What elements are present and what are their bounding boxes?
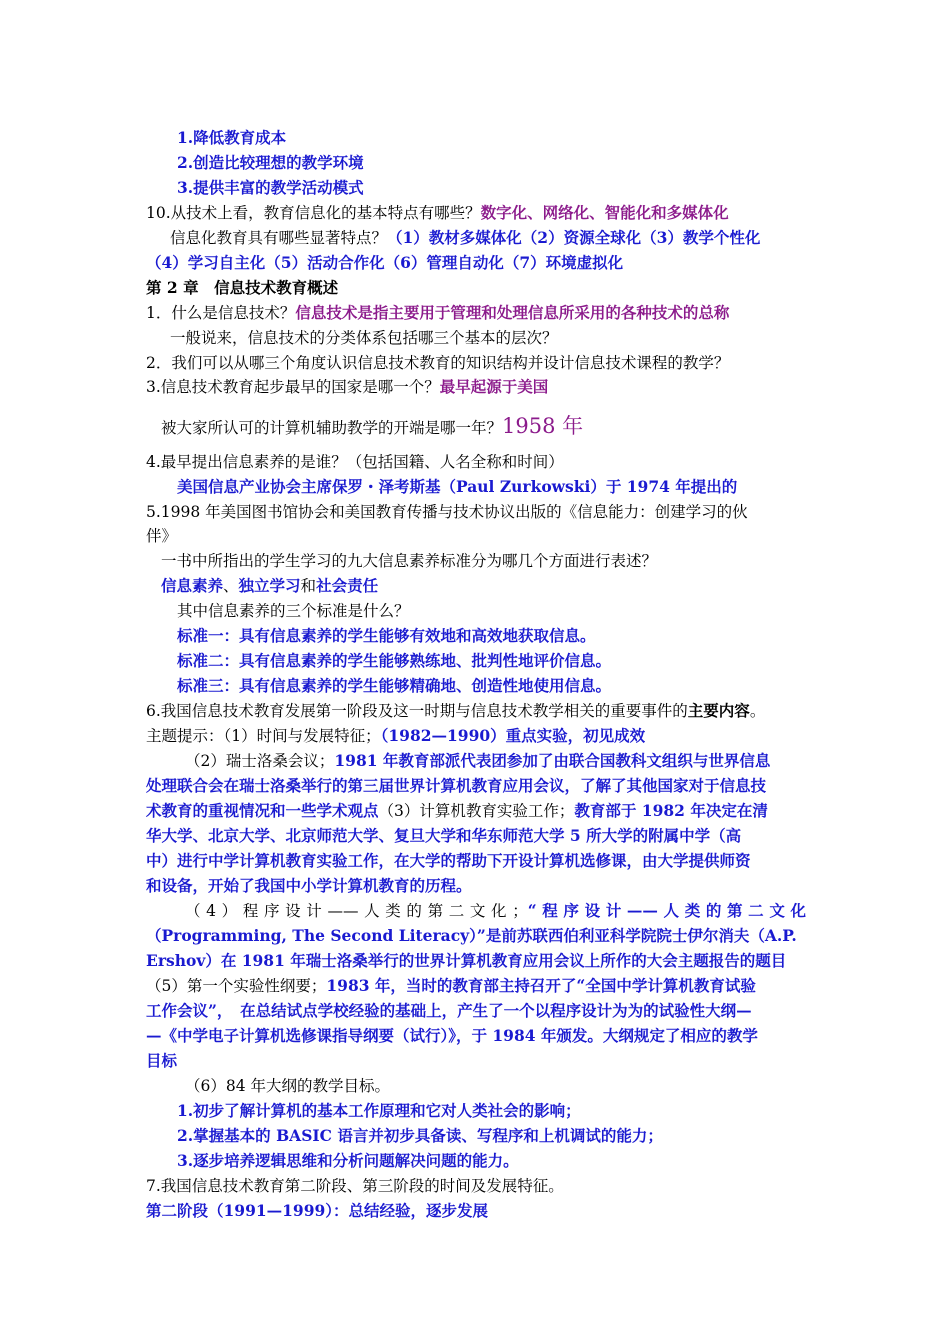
list-item: 1.降低教育成本 [177,128,287,147]
answer-line: （Programming, The Second Literacy）”是前苏联西伯利亚科学院院士伊尔消夫（A.P. [146,926,797,945]
topic-text: 主题提示：（1）时间与发展特征； [146,727,381,745]
answer-text: （1982—1990）重点实验，初见成效 [380,726,646,745]
answer-line: 处理联合会在瑞士洛桑举行的第三届世界计算机教育应用会议，了解了其他国家对于信息技 [146,776,767,795]
answer-text: 术教育的重视情况和一些学术观点 [146,801,379,820]
topic-line [146,976,756,996]
answer-line: —《中学电子计算机选修课指导纲要（试行）》，于 1984 年颁发。大纲规定了相应的教学 [146,1026,758,1045]
answer-line: 第二阶段（1991—1999）：总结经验，逐步发展 [146,1201,489,1220]
list-item: 2.创造比较理想的教学环境 [177,153,364,172]
answer-line: 工作会议”， 在总结试点学校经验的基础上，产生了一个以程序设计为为的试验性大纲— [146,1001,752,1020]
question-line [146,203,729,223]
question-line [146,303,729,323]
question-line [146,377,548,397]
question-line: 5.1998 年美国图书馆协会和美国教育传播与技术协议出版的《信息能力：创建学习的伙 [146,503,748,521]
question-line: 4.最早提出信息素养的是谁？（包括国籍、人名全称和时间） [146,453,564,471]
separator-text: 、 [223,577,239,595]
question-line [170,228,760,248]
question-text: 信息化教育具有哪些显著特点？ [170,229,388,247]
answer-line: 中）进行中学计算机教育实验工作，在大学的帮助下开设计算机选修课，由大学提供师资 [146,851,751,870]
list-item: 1.初步了解计算机的基本工作原理和它对人类社会的影响； [177,1101,581,1120]
answer-text: 1958 年 [502,414,584,438]
question-line: 2．我们可以从哪三个角度认识信息技术教育的知识结构并设计信息技术课程的教学？ [146,354,730,372]
separator-text: 和 [300,577,317,595]
topic-text: （5）第一个实验性纲要； [146,977,327,995]
answer-line [161,576,378,596]
topic-text: （3）计算机教育实验工作； [378,802,575,820]
answer-line: 标准三：具有信息素养的学生能够精确地、创造性地使用信息。 [177,676,612,695]
answer-text: 独立学习 [238,576,301,595]
topic-line [185,901,806,921]
chapter-heading: 第 2 章 信息技术教育概述 [146,278,339,297]
emphasis-text: 主要内容 [687,701,750,720]
topic-line [185,751,770,771]
answer-text: 最早起源于美国 [439,377,549,396]
question-text: 3.信息技术教育起步最早的国家是哪一个？ [146,378,440,396]
answer-line: 标准一：具有信息素养的学生能够有效地和高效地获取信息。 [177,626,596,645]
answer-text: 信息技术是指主要用于管理和处理信息所采用的各种技术的总称 [295,303,730,322]
topic-text: （4）程序设计——人类的第二文化； [185,902,528,920]
question-text: 被大家所认可的计算机辅助教学的开端是哪一年？ [161,419,503,437]
answer-text: 1983 年，当时的教育部主持召开了“全国中学计算机教育试验 [326,976,756,995]
list-item: 2.掌握基本的 BASIC 语言并初步具备读、写程序和上机调试的能力； [177,1126,663,1145]
answer-text: 信息素养 [161,576,224,595]
answer-text: 社会责任 [316,576,379,595]
answer-line: 目标 [146,1051,178,1070]
answer-text: “程序设计——人类的第二文化 [527,901,806,920]
question-line [146,701,765,721]
answer-line: 华大学、北京大学、北京师范大学、复旦大学和华东师范大学 5 所大学的附属中学（高 [146,826,742,845]
question-line: 7.我国信息技术教育第二阶段、第三阶段的时间及发展特征。 [146,1177,564,1195]
question-line: 伴》 [146,527,178,545]
question-line: 其中信息素养的三个标准是什么？ [177,602,410,620]
answer-text: （1）教材多媒体化（2）资源全球化（3）教学个性化 [387,228,761,247]
topic-text: （2）瑞士洛桑会议； [185,752,335,770]
answer-line: 美国信息产业协会主席保罗・泽考斯基（Paul Zurkowski）于 1974 年提出的 [177,477,738,496]
topic-line [146,726,645,746]
question-line: 一书中所指出的学生学习的九大信息素养标准分为哪几个方面进行表述？ [161,552,658,570]
question-text: 6.我国信息技术教育发展第一阶段及这一时期与信息技术教学相关的重要事件的 [146,702,688,720]
answer-line: 标准二：具有信息素养的学生能够熟练地、批判性地评价信息。 [177,651,612,670]
answer-text: 教育部于 1982 年决定在清 [574,801,768,820]
question-line: 一般说来，信息技术的分类体系包括哪三个基本的层次？ [170,329,558,347]
answer-text: 1981 年教育部派代表团参加了由联合国教科文组织与世界信息 [334,751,771,770]
question-text: 10.从技术上看，教育信息化的基本特点有哪些？ [146,204,481,222]
question-text: 。 [749,702,766,720]
answer-line: （4）学习自主化（5）活动合作化（6）管理自动化（7）环境虚拟化 [146,253,624,272]
list-item: 3.逐步培养逻辑思维和分析问题解决问题的能力。 [177,1151,519,1170]
topic-line: （6）84 年大纲的教学目标。 [185,1077,391,1095]
answer-line: 和设备，开始了我国中小学计算机教育的历程。 [146,876,472,895]
answer-line: Ershov）在 1981 年瑞士洛桑举行的世界计算机教育应用会议上所作的大会主题报告的题目 [146,951,787,970]
list-item: 3.提供丰富的教学活动模式 [177,178,364,197]
question-line [161,413,583,441]
answer-line [146,801,768,821]
question-text: 1．什么是信息技术？ [146,304,296,322]
answer-text: 数字化、网络化、智能化和多媒体化 [480,203,729,222]
